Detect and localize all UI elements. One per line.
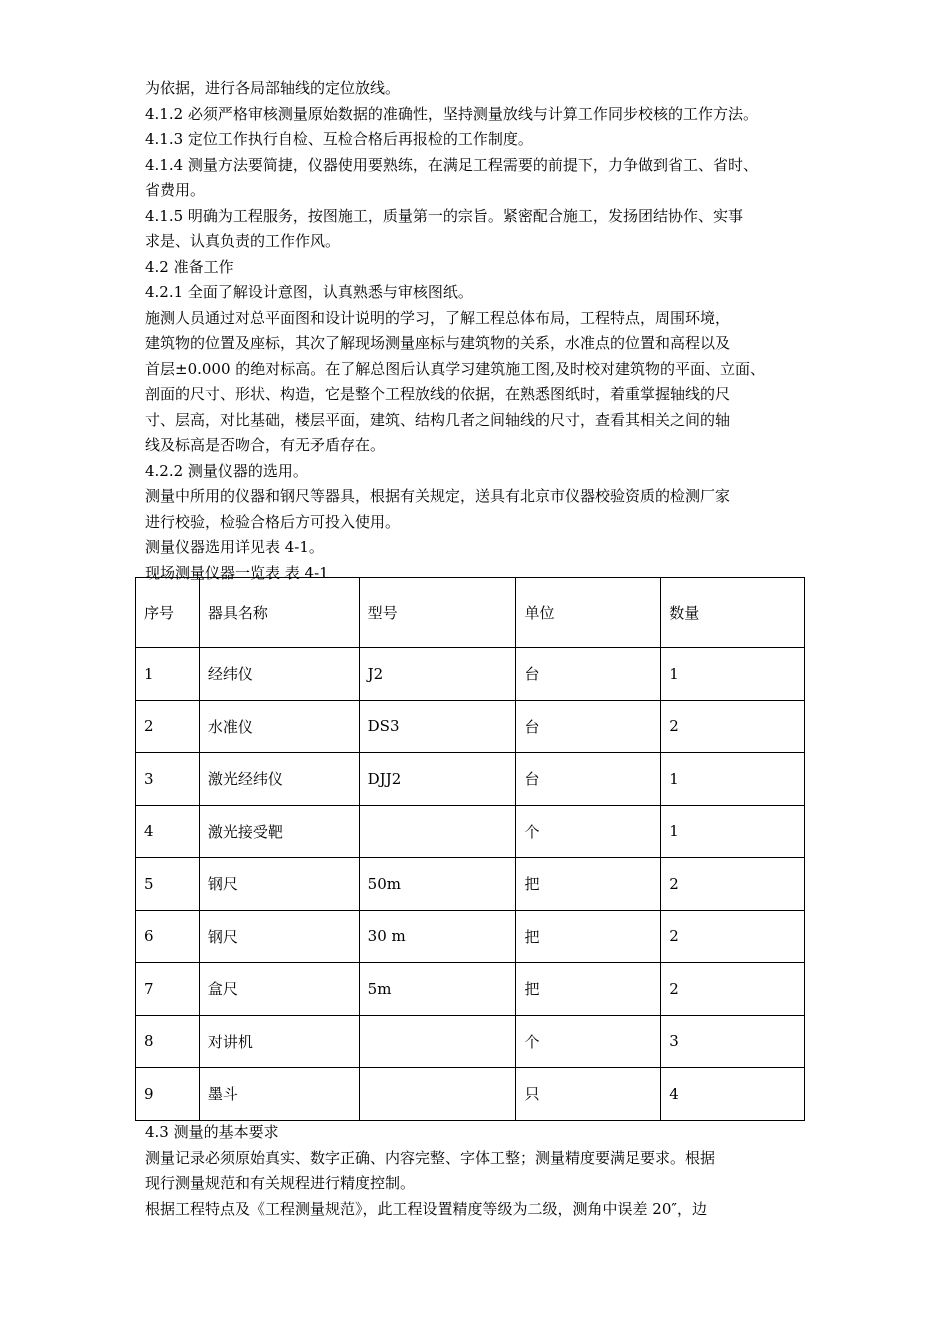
text-line: 建筑物的位置及座标，其次了解现场测量座标与建筑物的关系，水准点的位置和高程以及 bbox=[145, 334, 731, 352]
table-row bbox=[136, 858, 805, 911]
header-cell: 器具名称 bbox=[199, 578, 359, 648]
body-text-bottom bbox=[145, 1120, 825, 1222]
table-row bbox=[136, 753, 805, 806]
table-cell: 1 bbox=[661, 805, 805, 858]
table-cell: 30 m bbox=[359, 910, 516, 963]
table-cell: 5 bbox=[136, 858, 200, 911]
table-cell: 对讲机 bbox=[199, 1015, 359, 1068]
text-line: 首层±0.000 的绝对标高。在了解总图后认真学习建筑施工图,及时校对建筑物的平面、立面、 bbox=[145, 359, 766, 378]
text-line: 施测人员通过对总平面图和设计说明的学习，了解工程总体布局，工程特点，周围环境， bbox=[145, 308, 731, 327]
table-cell bbox=[359, 805, 516, 858]
table-cell: 个 bbox=[516, 805, 661, 858]
text-line: 4.1.3 定位工作执行自检、互检合格后再报检的工作制度。 bbox=[145, 130, 533, 148]
text-line: 求是、认真负责的工作作风。 bbox=[145, 232, 341, 250]
table-cell: 台 bbox=[516, 753, 661, 806]
table-cell: 4 bbox=[661, 1068, 805, 1121]
text-line: 根据工程特点及《工程测量规范》，此工程设置精度等级为二级，测角中误差 20″，边 bbox=[145, 1199, 707, 1218]
text-line: 测量记录必须原始真实、数字正确、内容完整、字体工整；测量精度要满足要求。根据 bbox=[145, 1148, 716, 1167]
table-cell: 3 bbox=[136, 753, 200, 806]
table-cell: DJJ2 bbox=[359, 753, 516, 806]
header-cell: 型号 bbox=[359, 578, 516, 648]
text-line: 4.2.1 全面了解设计意图，认真熟悉与审核图纸。 bbox=[145, 283, 473, 301]
table-cell: 水准仪 bbox=[199, 700, 359, 753]
table-cell: 台 bbox=[516, 648, 661, 701]
table-cell: 墨斗 bbox=[199, 1068, 359, 1121]
table-cell: 只 bbox=[516, 1068, 661, 1121]
text-line: 4.1.5 明确为工程服务，按图施工，质量第一的宗旨。紧密配合施工，发扬团结协作、实事 bbox=[145, 206, 743, 225]
table-cell: 把 bbox=[516, 858, 661, 911]
table-cell bbox=[359, 1068, 516, 1121]
table-cell: 钢尺 bbox=[199, 910, 359, 963]
table-cell: 50m bbox=[359, 858, 516, 911]
section-heading: 4.3 测量的基本要求 bbox=[145, 1123, 279, 1141]
instrument-table bbox=[135, 577, 805, 1121]
table-cell: 2 bbox=[661, 910, 805, 963]
table-cell: 盒尺 bbox=[199, 963, 359, 1016]
text-line: 线及标高是否吻合，有无矛盾存在。 bbox=[145, 436, 386, 454]
table-cell: 个 bbox=[516, 1015, 661, 1068]
text-line: 省费用。 bbox=[145, 181, 206, 199]
table-cell: 钢尺 bbox=[199, 858, 359, 911]
table-row bbox=[136, 1068, 805, 1121]
text-line: 剖面的尺寸、形状、构造，它是整个工程放线的依据，在熟悉图纸时，着重掌握轴线的尺 bbox=[145, 385, 731, 403]
table-cell: 2 bbox=[661, 858, 805, 911]
text-line: 为依据，进行各局部轴线的定位放线。 bbox=[145, 79, 401, 97]
table-cell: 7 bbox=[136, 963, 200, 1016]
header-cell: 序号 bbox=[136, 578, 200, 648]
text-line: 4.1.2 必须严格审核测量原始数据的准确性，坚持测量放线与计算工作同步校核的工作方法。 bbox=[145, 104, 758, 123]
section-heading: 4.2 准备工作 bbox=[145, 257, 234, 276]
table-cell: 台 bbox=[516, 700, 661, 753]
table-cell: 2 bbox=[136, 700, 200, 753]
table-cell: 激光接受靶 bbox=[199, 805, 359, 858]
text-line: 进行校验，检验合格后方可投入使用。 bbox=[145, 512, 401, 531]
table-row bbox=[136, 910, 805, 963]
table-header-row bbox=[136, 578, 805, 648]
table-cell: J2 bbox=[359, 648, 516, 701]
table-cell: 把 bbox=[516, 963, 661, 1016]
table-cell: 5m bbox=[359, 963, 516, 1016]
table-cell: 1 bbox=[661, 753, 805, 806]
body-text-top bbox=[145, 76, 825, 586]
table-row bbox=[136, 1015, 805, 1068]
text-line: 4.2.2 测量仪器的选用。 bbox=[145, 461, 308, 480]
table-caption: 现场测量仪器一览表 表 4-1 bbox=[145, 563, 329, 582]
table-cell: DS3 bbox=[359, 700, 516, 753]
header-cell: 数量 bbox=[661, 578, 805, 648]
table-row bbox=[136, 963, 805, 1016]
table-cell: 6 bbox=[136, 910, 200, 963]
text-line: 现行测量规范和有关规程进行精度控制。 bbox=[145, 1174, 416, 1192]
table-cell: 3 bbox=[661, 1015, 805, 1068]
text-line: 寸、层高，对比基础，楼层平面，建筑、结构几者之间轴线的尺寸，查看其相关之间的轴 bbox=[145, 410, 731, 429]
table-cell: 2 bbox=[661, 963, 805, 1016]
text-line: 测量仪器选用详见表 4-1。 bbox=[145, 538, 324, 556]
table-row bbox=[136, 805, 805, 858]
table-cell: 1 bbox=[136, 648, 200, 701]
table-cell: 经纬仪 bbox=[199, 648, 359, 701]
table-row bbox=[136, 648, 805, 701]
table-cell: 4 bbox=[136, 805, 200, 858]
table-cell: 9 bbox=[136, 1068, 200, 1121]
table-row bbox=[136, 700, 805, 753]
text-line: 4.1.4 测量方法要简捷，仪器使用要熟练，在满足工程需要的前提下，力争做到省工、省时、 bbox=[145, 155, 758, 174]
table-cell: 2 bbox=[661, 700, 805, 753]
table-cell: 激光经纬仪 bbox=[199, 753, 359, 806]
table-cell: 8 bbox=[136, 1015, 200, 1068]
table-cell: 把 bbox=[516, 910, 661, 963]
text-line: 测量中所用的仪器和钢尺等器具，根据有关规定，送具有北京市仪器校验资质的检测厂家 bbox=[145, 487, 731, 505]
table-cell: 1 bbox=[661, 648, 805, 701]
header-cell: 单位 bbox=[516, 578, 661, 648]
table-cell bbox=[359, 1015, 516, 1068]
